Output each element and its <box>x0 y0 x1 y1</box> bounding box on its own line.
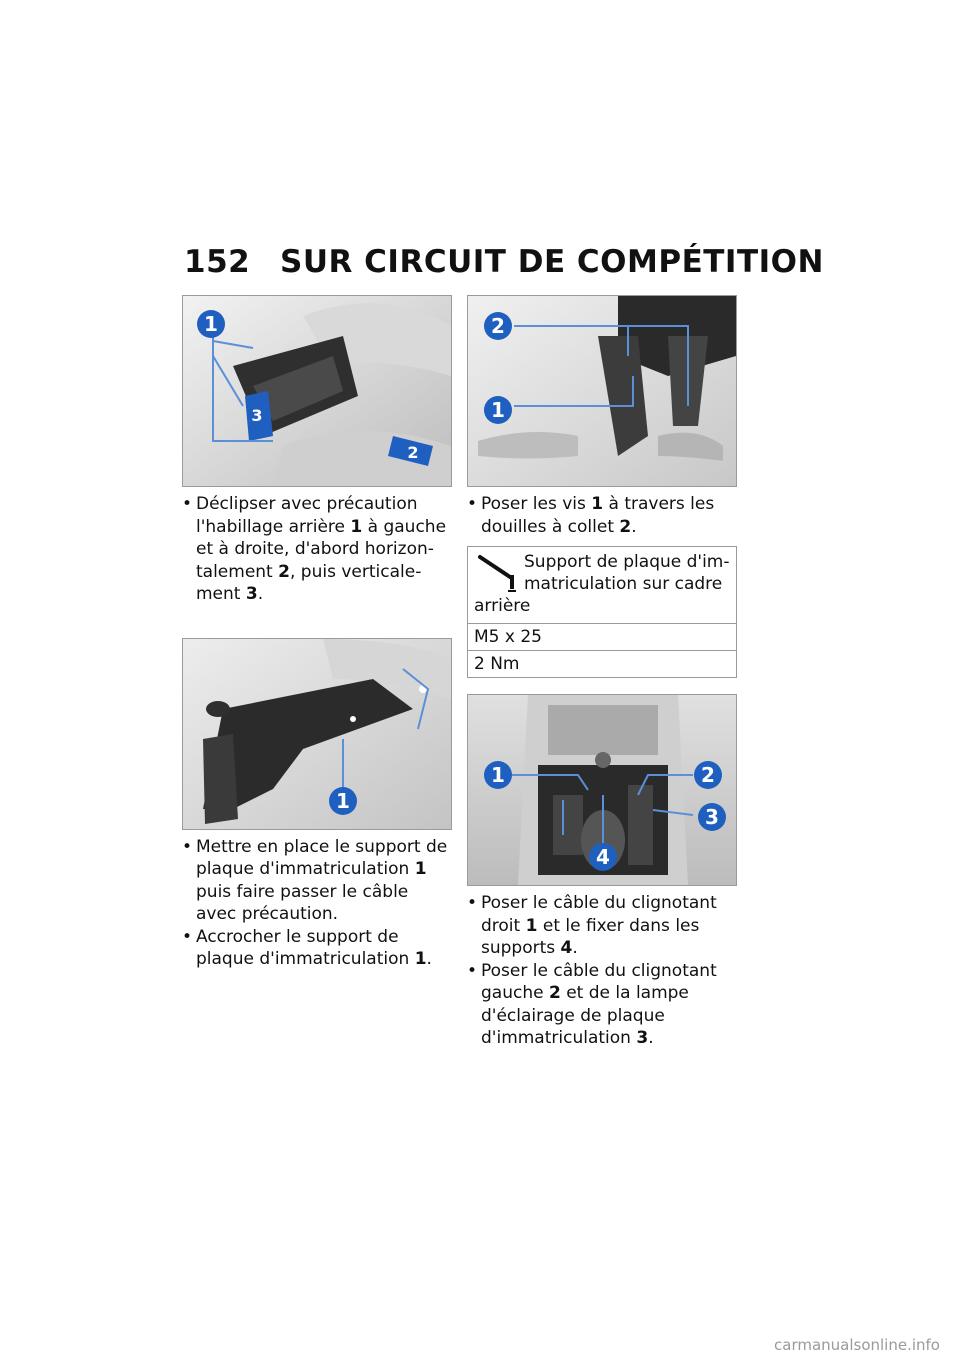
right-steps-1 <box>467 493 737 538</box>
left-column <box>182 295 452 971</box>
figure-plate-holder <box>182 638 452 830</box>
step-route-left-cable: • Poser le câble du clignotant gauche 2 et de la lampe d'éclairage de plaque d'immatriculation 3. <box>467 960 737 1050</box>
callout-2: 2 <box>701 763 715 787</box>
callout-3: 3 <box>251 406 263 425</box>
callout-1: 1 <box>491 398 505 422</box>
left-steps-1 <box>182 493 452 606</box>
figure-rear-trim <box>182 295 452 487</box>
watermark: carmanualsonline.info <box>774 1336 940 1354</box>
torque-spec-value: 2 Nm <box>474 654 520 674</box>
step-install-screws: • Poser les vis 1 à travers les douilles à collet 2. <box>467 493 737 538</box>
callout-4: 4 <box>596 845 610 869</box>
right-column <box>467 295 737 1050</box>
torque-wrench-icon <box>474 551 520 595</box>
callout-1: 1 <box>491 763 505 787</box>
torque-spec-header <box>468 547 736 624</box>
chapter-title: SUR CIRCUIT DE COMPÉTITION <box>280 244 824 280</box>
step-route-right-cable: • Poser le câble du clignotant droit 1 et le fixer dans les supports 4. <box>467 892 737 960</box>
torque-spec-table <box>467 546 737 678</box>
callout-2: 2 <box>491 314 505 338</box>
figure-cable-routing <box>467 694 737 886</box>
step-install-holder: • Mettre en place le support de plaque d'immatriculation 1 puis faire passer le câble avec précaution. <box>182 836 452 926</box>
torque-spec-label: Support de plaque d'immatriculation sur cadre arrière <box>474 552 730 616</box>
left-steps-2 <box>182 836 452 971</box>
step-unclip-trim: • Déclipser avec précaution l'habillage arrière 1 à gauche et à droite, d'abord horizontalement 2, puis verticalement 3. <box>182 493 452 606</box>
callout-1: 1 <box>204 312 218 336</box>
page-header <box>184 244 824 280</box>
figure-screws <box>467 295 737 487</box>
right-steps-2 <box>467 892 737 1050</box>
page-number: 152 <box>184 244 251 280</box>
torque-spec-screw: M5 x 25 <box>468 624 736 651</box>
step-hook-holder: • Accrocher le support de plaque d'immatriculation 1. <box>182 926 452 971</box>
callout-2: 2 <box>407 443 419 462</box>
callout-3: 3 <box>705 805 719 829</box>
callout-1: 1 <box>336 788 350 813</box>
